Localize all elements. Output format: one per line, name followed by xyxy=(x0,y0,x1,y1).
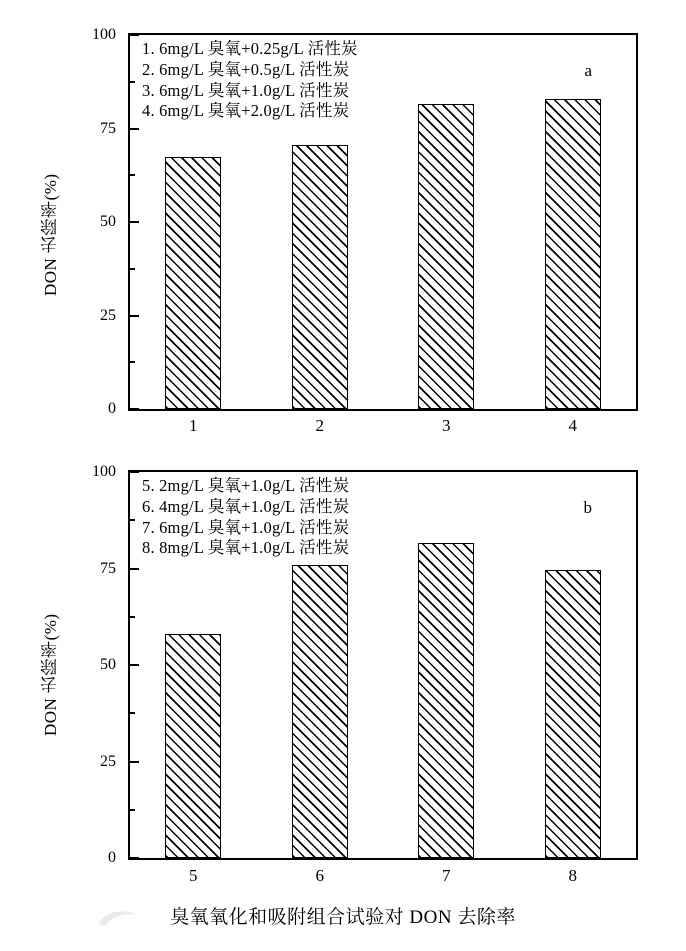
bar xyxy=(545,570,601,858)
y-axis-minor-tick xyxy=(130,81,135,83)
y-axis-minor-tick xyxy=(130,174,135,176)
y-axis-minor-tick xyxy=(130,519,135,521)
bar xyxy=(418,104,474,409)
x-tick-label: 1 xyxy=(189,416,198,435)
y-axis-tick xyxy=(130,857,139,859)
y-axis-tick xyxy=(130,471,139,473)
legend-item: 4. 6mg/L 臭氧+2.0g/L 活性炭 xyxy=(142,101,350,121)
bar xyxy=(418,543,474,858)
legend-item: 2. 6mg/L 臭氧+0.5g/L 活性炭 xyxy=(142,59,350,79)
y-tick-label: 25 xyxy=(100,306,116,324)
legend-item: 3. 6mg/L 臭氧+1.0g/L 活性炭 xyxy=(142,80,350,100)
y-tick-label: 50 xyxy=(100,656,116,673)
y-axis-tick xyxy=(130,761,139,763)
x-tick-label: 3 xyxy=(442,416,451,435)
y-axis-tick xyxy=(130,128,139,130)
legend-item: 5. 2mg/L 臭氧+1.0g/L 活性炭 xyxy=(142,476,350,495)
bar xyxy=(165,157,221,409)
bars-a xyxy=(130,35,636,409)
chart-panel-b xyxy=(128,470,638,860)
y-tick-label: 75 xyxy=(100,119,116,137)
y-axis-tick xyxy=(130,34,139,36)
x-tick-label: 5 xyxy=(189,866,198,885)
panel-letter-a: a xyxy=(584,61,592,80)
y-tick-label: 0 xyxy=(108,400,116,417)
y-axis-tick xyxy=(130,315,139,317)
y-axis-minor-tick xyxy=(130,809,135,811)
bar xyxy=(165,634,221,858)
y-tick-label: 25 xyxy=(100,752,116,770)
y-axis-tick xyxy=(130,664,139,666)
legend-item: 6. 4mg/L 臭氧+1.0g/L 活性炭 xyxy=(142,496,350,516)
y-tick-labels-a xyxy=(62,26,116,417)
legend-item: 8. 8mg/L 臭氧+1.0g/L 活性炭 xyxy=(142,538,350,558)
bars-b xyxy=(130,472,636,858)
y-axis-tick xyxy=(130,408,139,410)
bar xyxy=(292,565,348,858)
y-axis-tick xyxy=(130,568,139,570)
legend-item: 1. 6mg/L 臭氧+0.25g/L 活性炭 xyxy=(142,39,358,58)
legend-item: 7. 6mg/L 臭氧+1.0g/L 活性炭 xyxy=(142,517,350,537)
y-axis-minor-tick xyxy=(130,268,135,270)
y-tick-label: 100 xyxy=(92,463,116,480)
y-tick-label: 100 xyxy=(92,26,116,43)
y-axis-label-a: DON 去除率(%) xyxy=(41,173,60,297)
y-axis-tick xyxy=(130,221,139,223)
figure-caption: 臭氧氧化和吸附组合试验对 DON 去除率 xyxy=(170,907,516,928)
y-tick-label: 50 xyxy=(100,213,116,230)
panel-letter-b: b xyxy=(583,498,592,517)
y-axis-label-b: DON 去除率(%) xyxy=(41,613,60,737)
y-tick-label: 75 xyxy=(100,559,116,577)
y-axis-minor-tick xyxy=(130,616,135,618)
x-tick-labels-a xyxy=(128,416,638,442)
y-tick-labels-b xyxy=(62,463,116,866)
y-axis-minor-tick xyxy=(130,712,135,714)
x-tick-label: 2 xyxy=(315,416,324,435)
x-tick-label: 7 xyxy=(442,866,451,885)
bar xyxy=(545,99,601,409)
y-tick-label: 0 xyxy=(108,849,116,866)
x-tick-label: 6 xyxy=(315,866,324,885)
x-tick-label: 8 xyxy=(568,866,577,885)
bar xyxy=(292,145,348,409)
x-tick-labels-b xyxy=(128,866,638,892)
chart-panel-a xyxy=(128,33,638,411)
y-axis-minor-tick xyxy=(130,361,135,363)
x-tick-label: 4 xyxy=(568,416,577,435)
